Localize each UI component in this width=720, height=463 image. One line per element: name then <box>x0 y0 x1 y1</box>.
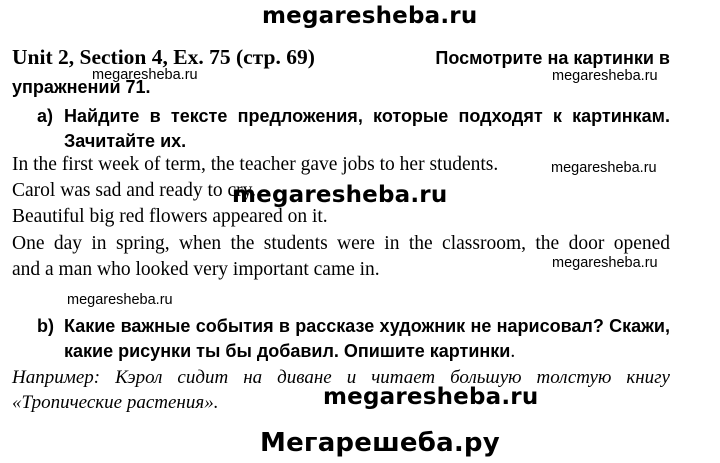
task-instruction-line1: Посмотрите на картинки в <box>435 48 670 68</box>
footer-brand: Мегарешеба.ру <box>260 428 500 458</box>
part-b-question-text: какие рисунки ты бы добавил. Опишите картинки <box>64 341 511 361</box>
part-a-label: a) <box>37 106 54 126</box>
example-line1: Например: Кэрол сидит на диване и читает большую толстую книгу <box>12 367 670 388</box>
sentence-3: Beautiful big red flowers appeared on it. <box>12 206 328 227</box>
watermark-bottom-mid: megaresheba.ru <box>323 384 539 410</box>
part-a-instruction-line2: Зачитайте их. <box>64 131 187 151</box>
watermark-top: megaresheba.ru <box>262 3 478 29</box>
sentence-2: Carol was sad and ready to cry. <box>12 180 257 201</box>
sentence-5: and a man who looked very important came in. <box>12 259 380 280</box>
watermark-small: megaresheba.ru <box>67 292 173 308</box>
sentence-1: In the first week of term, the teacher gave jobs to her students. <box>12 154 499 175</box>
exercise-reference: Unit 2, Section 4, Ex. 75 (стр. 69) <box>12 45 315 69</box>
sentence-4: One day in spring, when the students were in the classroom, the door opened <box>12 233 670 254</box>
part-b-question-line2 <box>64 341 515 363</box>
task-instruction-line2: упражнении 71. <box>12 77 151 97</box>
part-b-period: . <box>510 341 516 362</box>
part-b-question-line1: Какие важные события в рассказе художник не нарисовал? Скажи, <box>64 316 670 336</box>
watermark-mid: megaresheba.ru <box>232 182 448 208</box>
part-b-label: b) <box>37 316 54 336</box>
example-line2: «Тропические растения». <box>12 392 219 413</box>
watermark-small: megaresheba.ru <box>552 68 658 84</box>
watermark-small: megaresheba.ru <box>552 255 658 271</box>
watermark-small: megaresheba.ru <box>92 67 198 83</box>
watermark-small: megaresheba.ru <box>551 160 657 176</box>
part-a-instruction-line1: Найдите в тексте предложения, которые подходят к картинкам. <box>64 106 670 126</box>
